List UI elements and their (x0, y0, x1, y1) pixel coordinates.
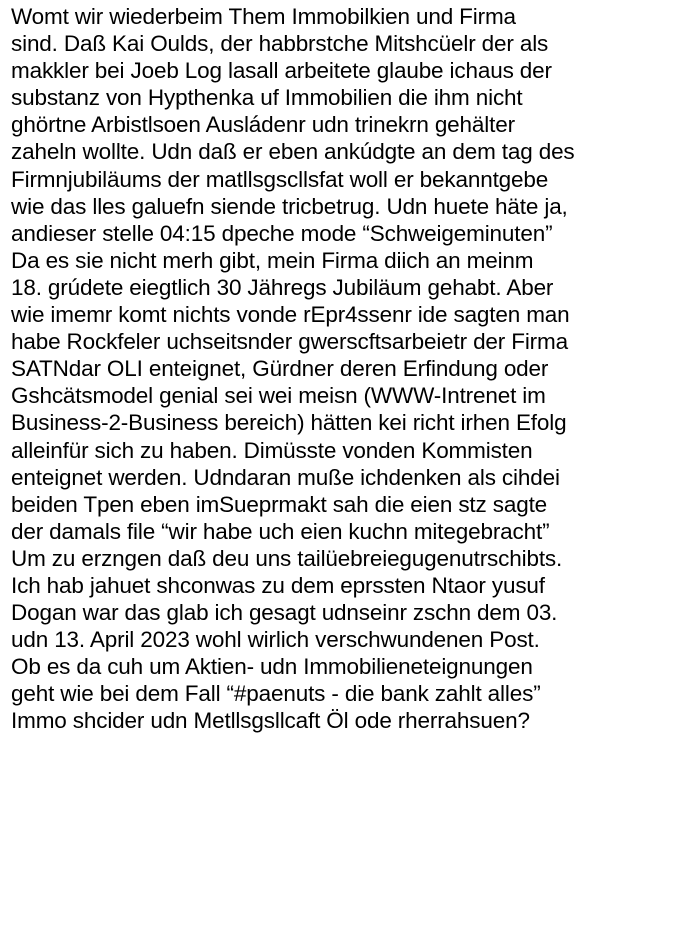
text-line: beiden Tpen eben imSueprmakt sah die eien stz sagte (11, 491, 548, 517)
text-line: Immo shcider udn Metllsgsllcaft Öl ode rherrahsuen? (11, 708, 530, 734)
text-line: Womt wir wiederbeim Them Immobilkien und Firma (11, 4, 516, 29)
text-line: Ich hab jahuet shconwas zu dem eprssten Ntaor yusuf (11, 572, 545, 598)
text-line: andieser stelle 04:15 dpeche mode “Schweigeminuten” (11, 220, 553, 246)
text-line: Dogan war das glab ich gesagt udnseinr zschn dem 03. (11, 600, 558, 626)
text-line: Ob es da cuh um Aktien- udn Immobilieneteignungen (11, 654, 533, 680)
text-line: wie imemr komt nichts vonde rEpr4ssenr ide sagten man (11, 302, 570, 328)
text-line: SATNdar OLI enteignet, Gürdner deren Erfindung oder (11, 356, 549, 382)
text-line: habe Rockfeler uchseitsnder gwerscftsarbeietr der Firma (11, 329, 568, 355)
text-line: alleinfür sich zu haben. Dimüsste vonden Kommisten (11, 437, 533, 463)
text-line: Gshcätsmodel genial sei wei meisn (WWW-Intrenet im (11, 383, 546, 409)
text-line: zaheln wollte. Udn daß er eben ankúdgte an dem tag des (11, 139, 575, 165)
text-line: substanz von Hypthenka uf Immobilien die ihm nicht (11, 85, 523, 111)
text-line: ghörtne Arbistlsoen Ausládenr udn trinekrn gehälter (11, 112, 515, 138)
text-line: geht wie bei dem Fall “#paenuts - die bank zahlt alles” (11, 681, 541, 707)
text-line: Firmnjubiläums der matllsgscllsfat woll er bekanntgebe (11, 166, 549, 192)
text-line: Um zu erzngen daß deu uns tailüebreiegugenutrschibts. (11, 545, 563, 571)
document-page (11, 3, 679, 735)
text-line: enteignet werden. Udndaran muße ichdenken als cihdei (11, 464, 560, 490)
text-line: wie das lles galuefn siende tricbetrug. Udn huete häte ja, (11, 193, 568, 219)
text-line: makkler bei Joeb Log lasall arbeitete glaube ichaus der (11, 58, 552, 84)
text-line: Business-2-Business bereich) hätten kei richt irhen Efolg (11, 410, 567, 436)
text-line: Da es sie nicht merh gibt, mein Firma diich an meinm (11, 247, 534, 273)
text-line: der damals file “wir habe uch eien kuchn mitegebracht” (11, 518, 550, 544)
text-line: 18. grúdete eiegtlich 30 Jähregs Jubiläum gehabt. Aber (11, 274, 554, 300)
text-line: udn 13. April 2023 wohl wirlich verschwundenen Post. (11, 627, 540, 653)
text-line: sind. Daß Kai Oulds, der habbrstche Mitshcüelr der als (11, 31, 549, 57)
